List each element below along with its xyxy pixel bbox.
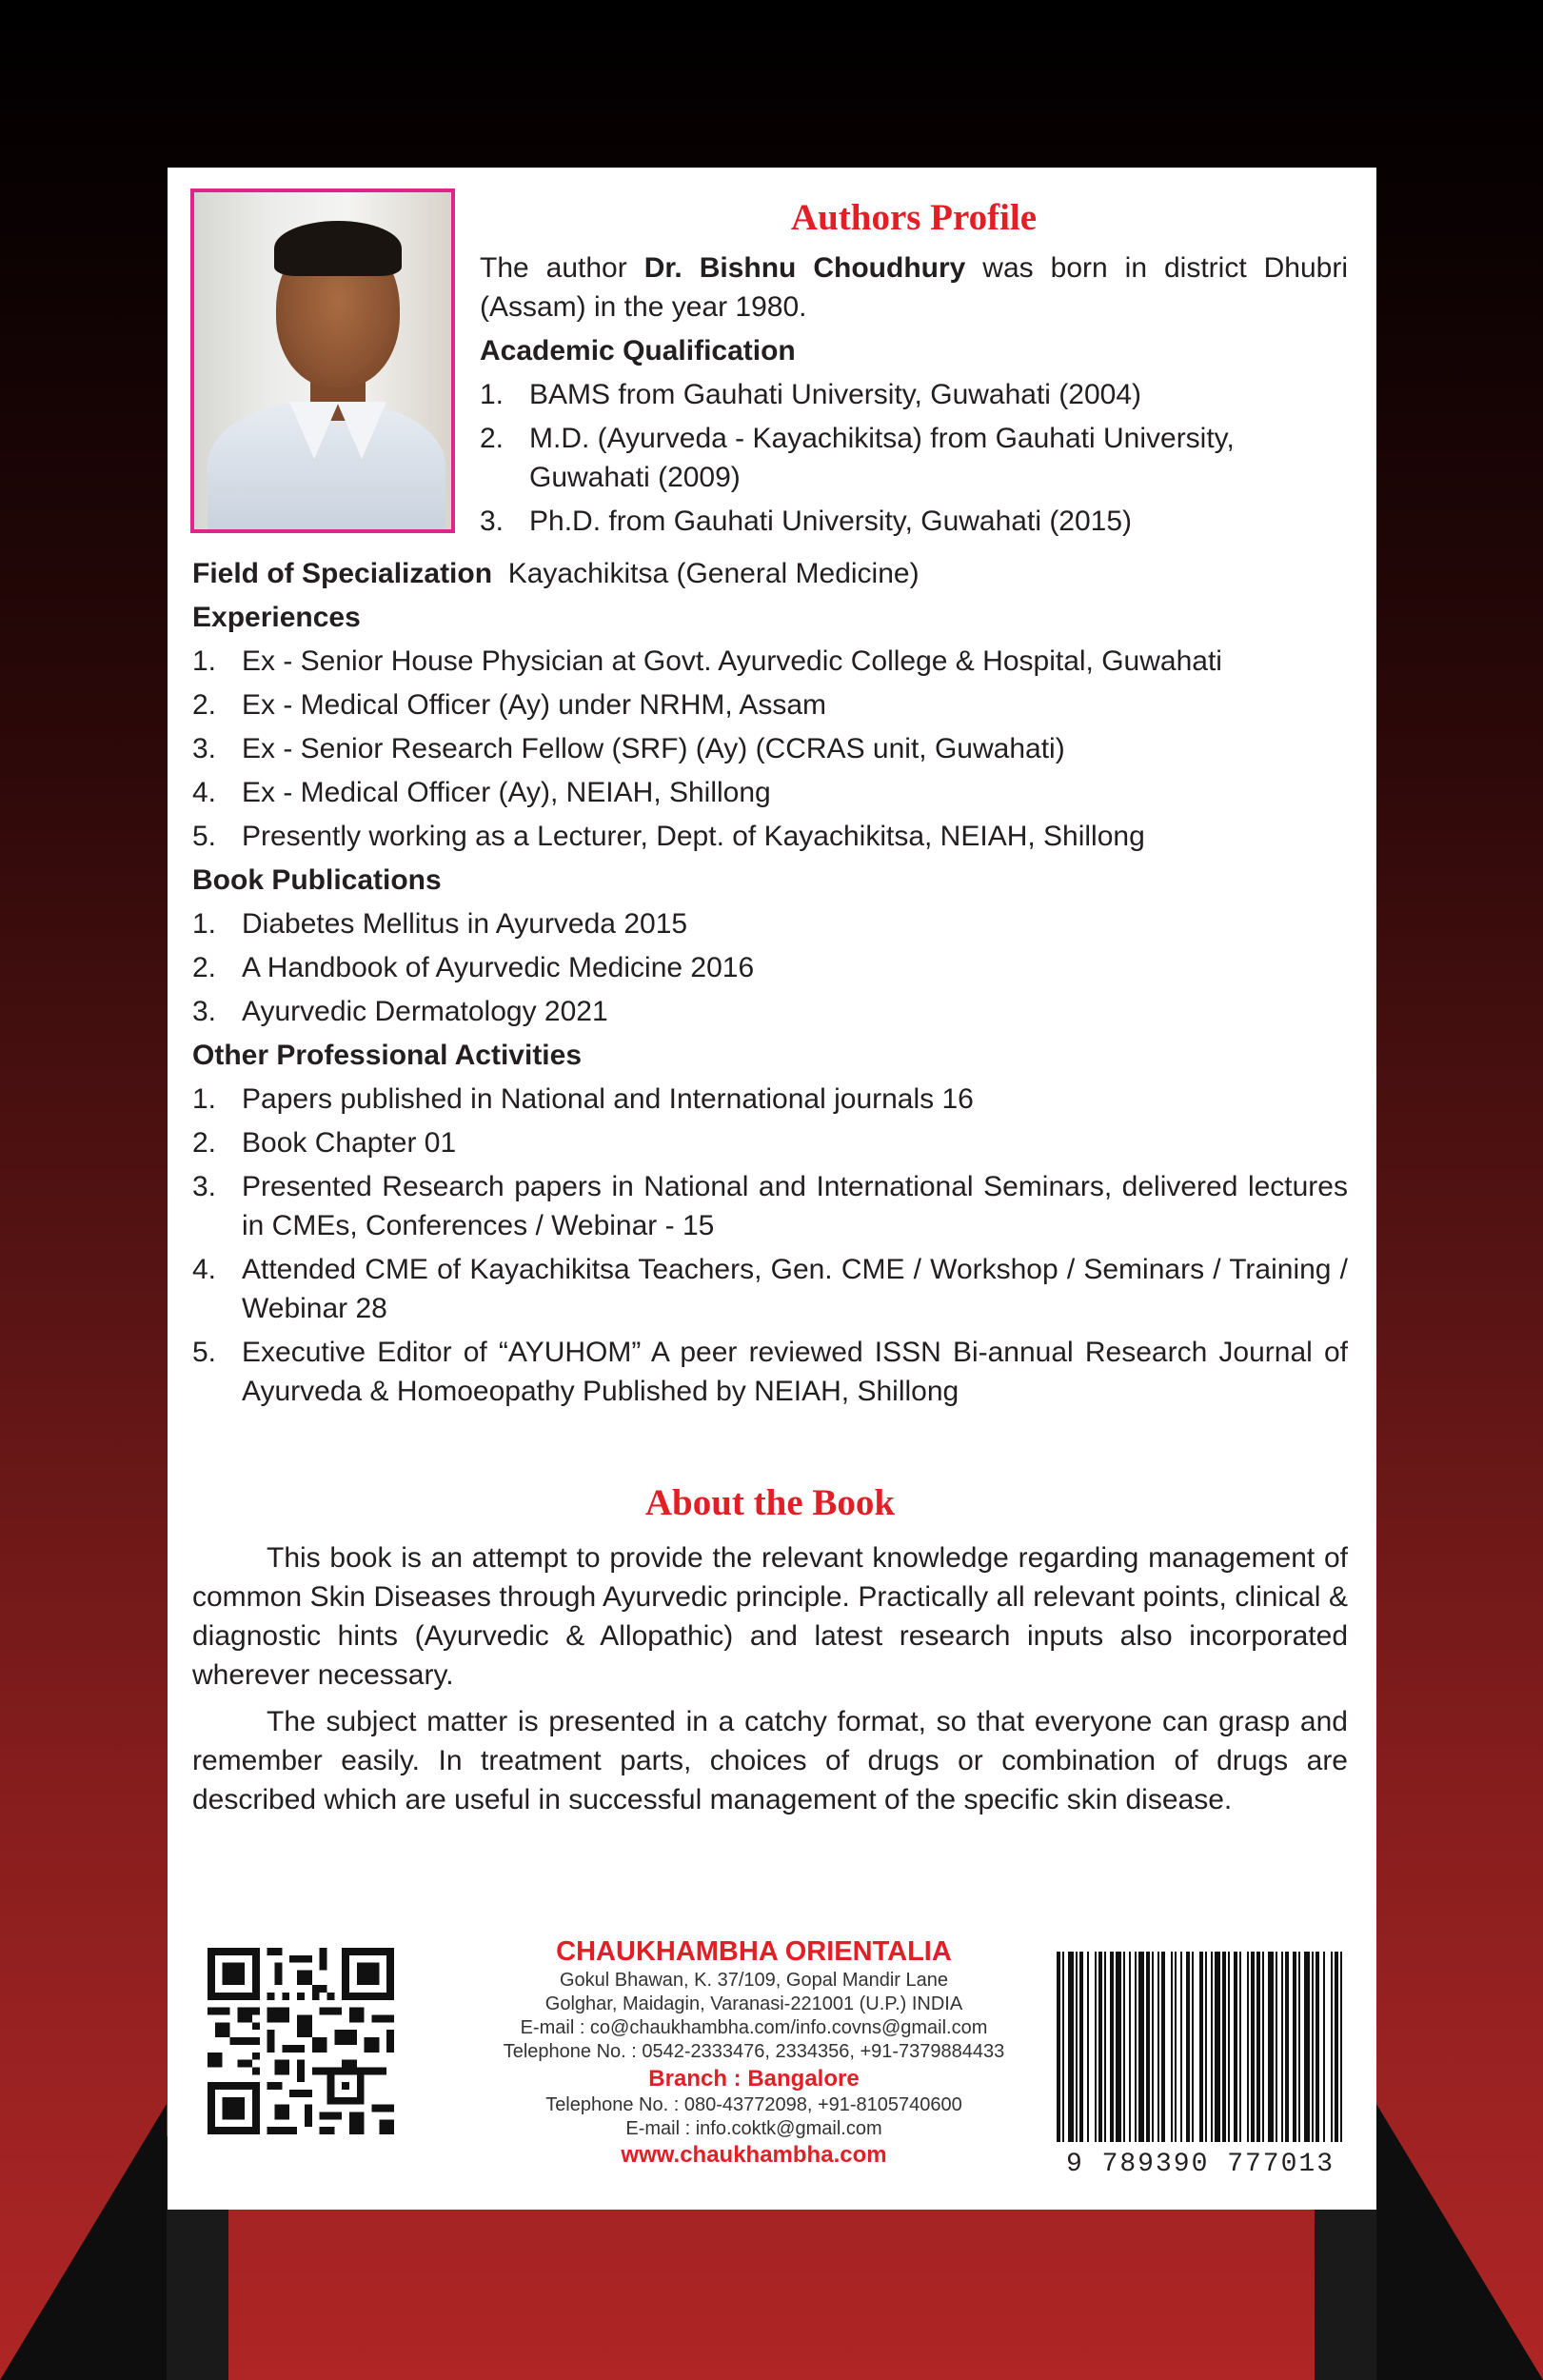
isbn-digits: 9 789390 777013	[1065, 2150, 1335, 2179]
list-item: 4. Ex - Medical Officer (Ay), NEIAH, Shillong	[192, 777, 771, 808]
publications-list	[192, 904, 1348, 1031]
author-name: Dr. Bishnu Choudhury	[643, 252, 966, 284]
publisher-website[interactable]: www.chaukhambha.com	[621, 2142, 887, 2168]
list-item: 3. Presented Research papers in National and International Seminars, delivered lectures in CMEs, Conferences / Webinar - 15	[192, 1171, 1348, 1241]
qr-code	[208, 1948, 394, 2134]
back-cover-panel	[168, 168, 1376, 2210]
experiences-heading: Experiences	[192, 602, 361, 633]
list-item: 3. Ex - Senior Research Fellow (SRF) (Ay) (CCRAS unit, Guwahati)	[192, 733, 1065, 764]
publisher-block	[411, 1934, 1097, 2170]
specialization-line: Field of Specialization Kayachikitsa (General Medicine)	[192, 558, 920, 589]
list-item: 5. Executive Editor of “AYUHOM” A peer reviewed ISSN Bi-annual Research Journal of Ayurveda & Homoeopathy Published by NEIAH, Shillong	[192, 1337, 1348, 1407]
author-intro: The author Dr. Bishnu Choudhury was born in district Dhubri (Assam) in the year 1980.	[480, 252, 1348, 323]
publisher-address-1: Gokul Bhawan, K. 37/109, Gopal Mandir Lane	[559, 1970, 949, 1991]
activities-list	[192, 1080, 1348, 1411]
academic-list	[480, 375, 1348, 541]
author-photo	[190, 188, 455, 533]
list-item: 3. Ph.D. from Gauhati University, Guwahati (2015)	[480, 506, 1133, 537]
publisher-email[interactable]: E-mail : co@chaukhambha.com/info.covns@gmail.com	[520, 2017, 988, 2038]
list-item: 2. Book Chapter 01	[192, 1127, 457, 1159]
branch-phone: Telephone No. : 080-43772098, +91-8105740600	[545, 2094, 962, 2115]
academic-heading: Academic Qualification	[480, 335, 796, 367]
publisher-name: CHAUKHAMBHA ORIENTALIA	[556, 1936, 952, 1967]
list-item: 2. A Handbook of Ayurvedic Medicine 2016	[192, 952, 755, 983]
activities-heading: Other Professional Activities	[192, 1040, 583, 1071]
list-item: 1. Papers published in National and International journals 16	[192, 1083, 974, 1115]
list-item: 1. BAMS from Gauhati University, Guwahati (2004)	[480, 379, 1142, 410]
about-paragraph-2: The subject matter is presented in a catchy format, so that everyone can grasp and remember easily. In treatment parts, choices of drugs or combination of drugs are described which are useful in successful management of the specific skin disease.	[192, 1706, 1348, 1815]
branch-email[interactable]: E-mail : info.coktk@gmail.com	[625, 2118, 882, 2139]
about-paragraph-1: This book is an attempt to provide the relevant knowledge regarding management of common Skin Diseases through Ayurvedic principle. Practically all relevant points, clinical & diagnostic hints (Ayurvedic & Allopathic) and latest research inputs also incorporated wherever necessary.	[192, 1542, 1348, 1691]
experiences-list	[192, 642, 1348, 856]
branch-heading: Branch : Bangalore	[648, 2066, 860, 2092]
list-item: 3. Ayurvedic Dermatology 2021	[192, 996, 608, 1027]
list-item: 4. Attended CME of Kayachikitsa Teachers, Gen. CME / Workshop / Seminars / Training / Webinar 28	[192, 1254, 1348, 1324]
bg-triangle-left-inner	[0, 2104, 167, 2380]
list-item: 2. Ex - Medical Officer (Ay) under NRHM, Assam	[192, 689, 827, 721]
list-item: 2. M.D. (Ayurveda - Kayachikitsa) from Gauhati University, Guwahati (2009)	[480, 423, 1235, 493]
barcode	[1043, 1919, 1357, 2148]
publisher-address-2: Golghar, Maidagin, Varanasi-221001 (U.P.) INDIA	[544, 1993, 963, 2014]
authors-profile-heading: Authors Profile	[790, 197, 1038, 238]
list-item: 5. Presently working as a Lecturer, Dept. of Kayachikitsa, NEIAH, Shillong	[192, 821, 1145, 852]
bg-triangle-right-inner	[1376, 2104, 1543, 2380]
list-item: 1. Ex - Senior House Physician at Govt. Ayurvedic College & Hospital, Guwahati	[192, 645, 1222, 677]
list-item: 1. Diabetes Mellitus in Ayurveda 2015	[192, 908, 688, 940]
about-book-heading: About the Book	[644, 1482, 896, 1523]
publisher-phone: Telephone No. : 0542-2333476, 2334356, +91-7379884433	[503, 2041, 1005, 2062]
publications-heading: Book Publications	[192, 864, 442, 896]
